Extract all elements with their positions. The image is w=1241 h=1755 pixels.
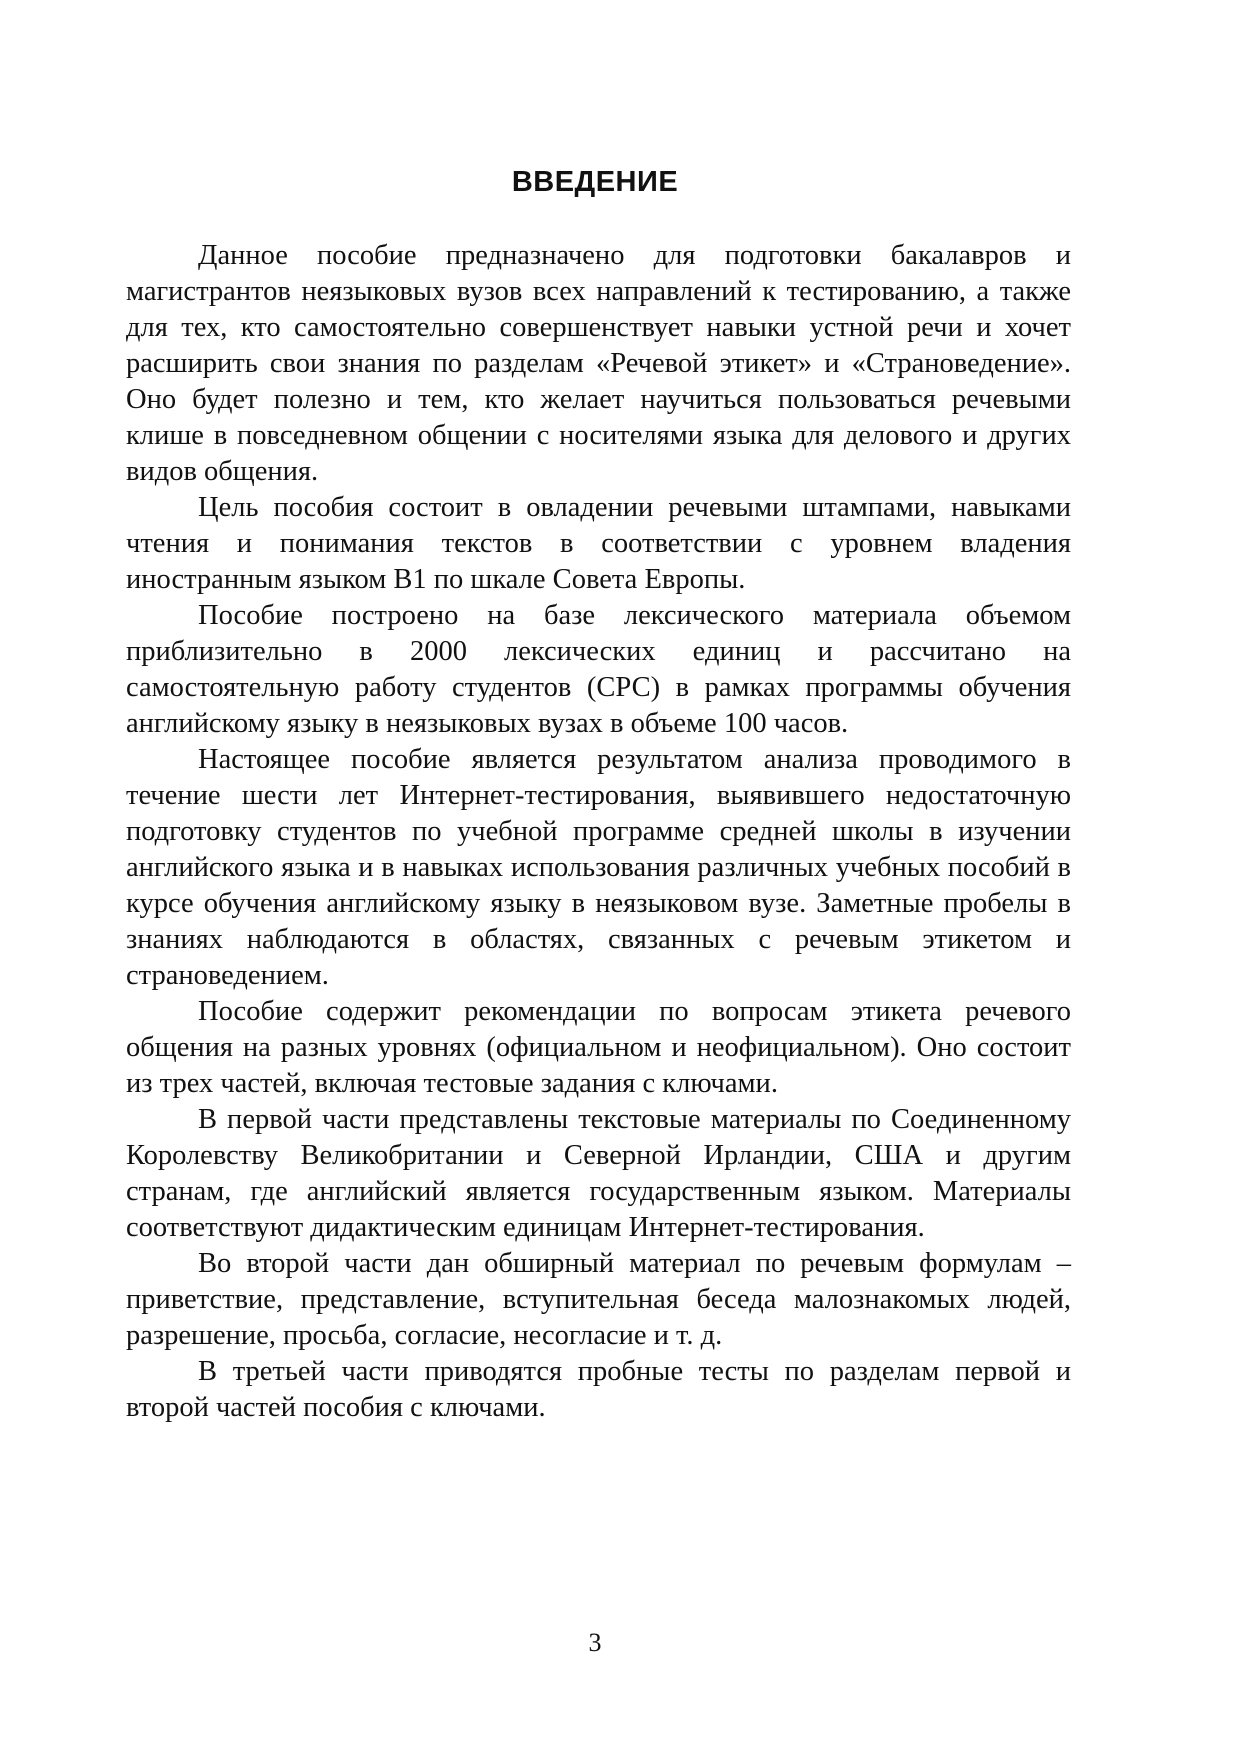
paragraph: Настоящее пособие является результатом анализа проводимого в течение шести лет Интернет-тестирования, выявившего недостаточную подготовку студентов по учебной программе средней школы в изучении английского языка и в навыках использования различных учебных пособий в курсе обучения английскому языку в неязыковом вузе. Заметные пробелы в знаниях наблюдаются в областях, связанных с речевым этикетом и страноведением.: [126, 744, 1071, 991]
paragraph: В первой части представлены текстовые материалы по Соединенному Королевству Великобритании и Северной Ирландии, США и другим странам, где английский является государственным языком. Материалы соответствуют дидактическим единицам Интернет-тестирования.: [126, 1104, 1071, 1243]
paragraph: В третьей части приводятся пробные тесты по разделам первой и второй частей пособия с ключами.: [126, 1356, 1071, 1423]
paragraph: Данное пособие предназначено для подготовки бакалавров и магистрантов неязыковых вузов всех направлений к тестированию, а также для тех, кто самостоятельно совершенствует навыки устной речи и хочет расширить свои знания по разделам «Речевой этикет» и «Страноведение». Оно будет полезно и тем, кто желает научиться пользоваться речевыми клише в повседневном общении с носителями языка для делового и других видов общения.: [126, 240, 1071, 487]
section-heading: ВВЕДЕНИЕ: [511, 166, 679, 198]
paragraph: Во второй части дан обширный материал по речевым формулам – приветствие, представление, вступительная беседа малознакомых людей, разрешение, просьба, согласие, несогласие и т. д.: [126, 1248, 1071, 1351]
paragraph: Цель пособия состоит в овладении речевыми штампами, навыками чтения и понимания текстов в соответствии с уровнем владения иностранным языком В1 по шкале Совета Европы.: [126, 492, 1071, 595]
body-text: [126, 238, 1071, 1426]
paragraph: Пособие содержит рекомендации по вопросам этикета речевого общения на разных уровнях (официальном и неофициальном). Оно состоит из трех частей, включая тестовые задания с ключами.: [126, 996, 1071, 1099]
page-number: 3: [588, 1628, 602, 1657]
paragraph: Пособие построено на базе лексического материала объемом приблизительно в 2000 лексических единиц и рассчитано на самостоятельную работу студентов (СРС) в рамках программы обучения английскому языку в неязыковых вузах в объеме 100 часов.: [126, 600, 1071, 739]
